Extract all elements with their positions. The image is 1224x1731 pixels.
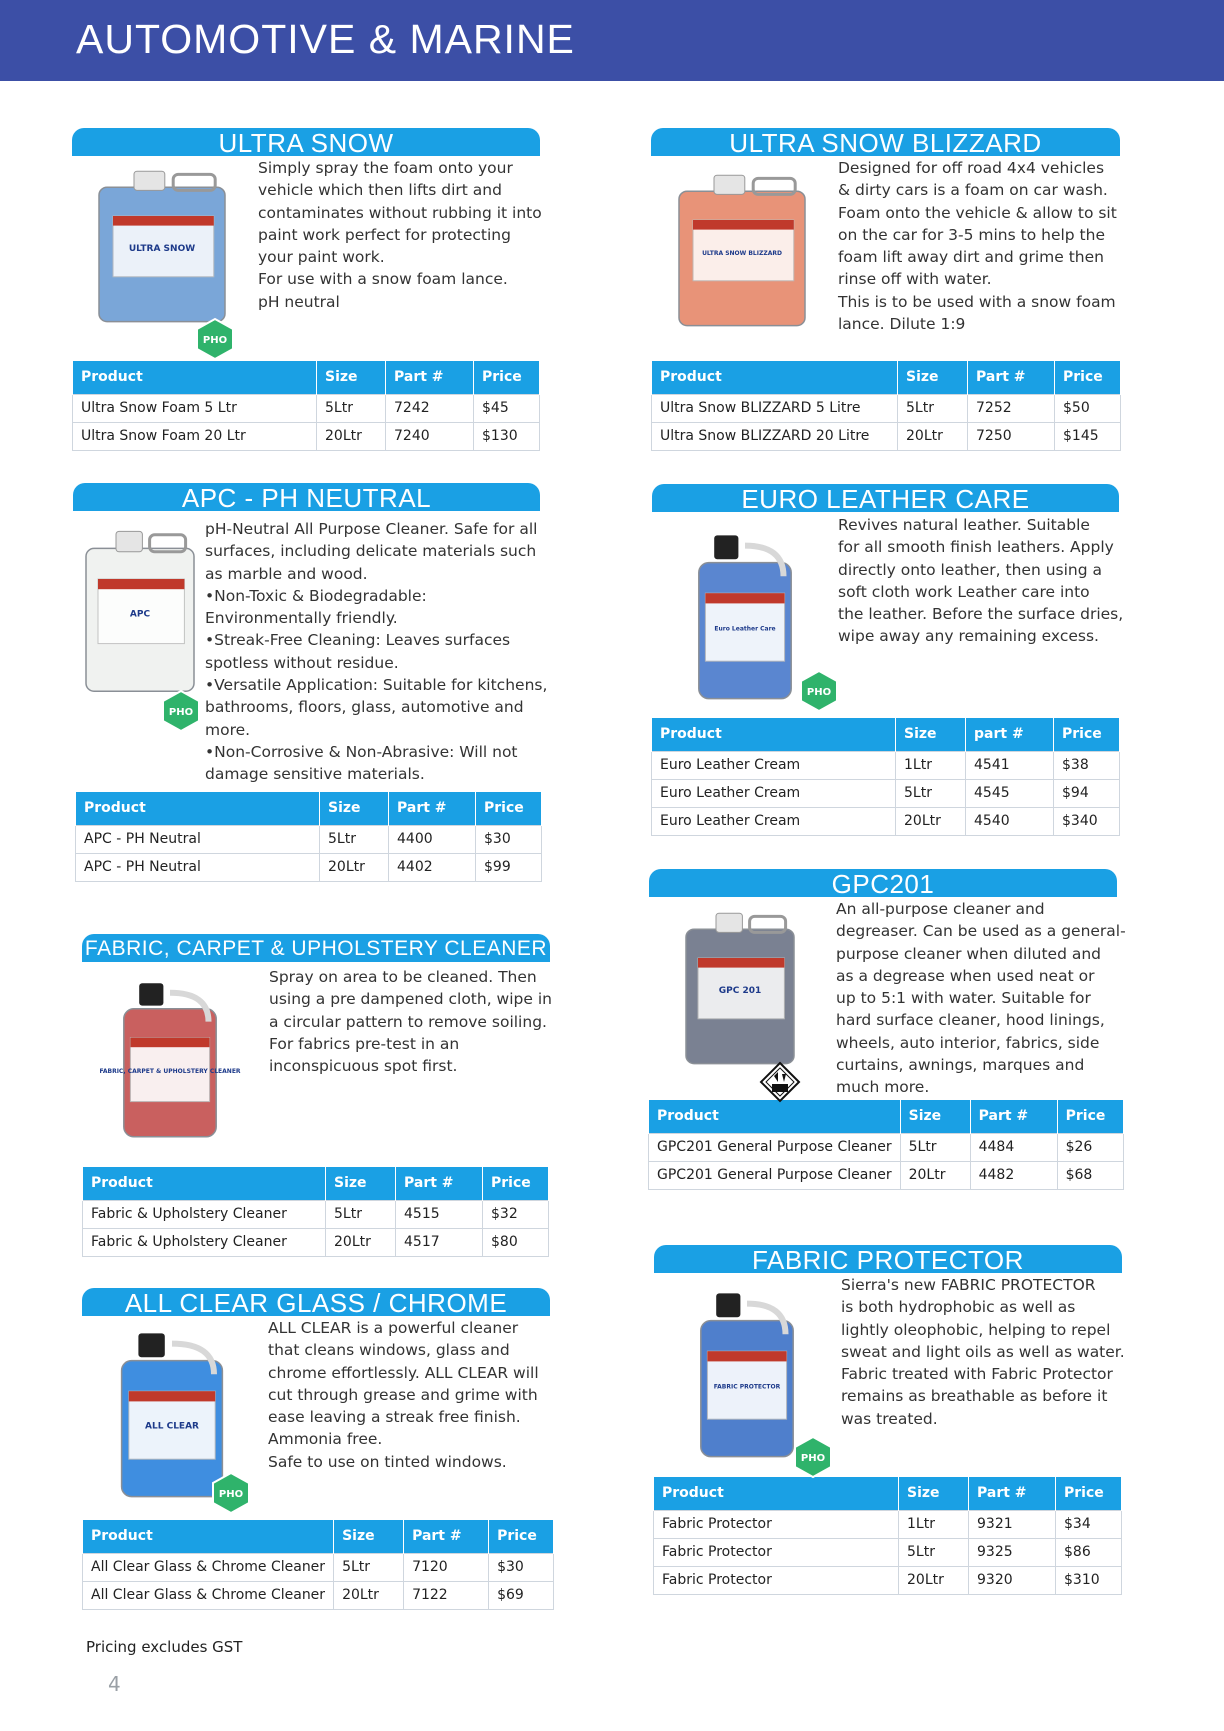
product-label: FABRIC, CARPET & UPHOLSTERY CLEANER: [99, 1067, 241, 1075]
section-title: ULTRA SNOW BLIZZARD: [651, 128, 1120, 156]
description-line: Safe to use on tinted windows.: [268, 1452, 507, 1471]
table-cell: 5Ltr: [334, 1553, 404, 1581]
price-table: [651, 718, 1120, 836]
product-label: Euro Leather Care: [714, 625, 776, 633]
product-description: [258, 157, 542, 313]
table-cell: 20Ltr: [317, 422, 386, 450]
column-header: Size: [326, 1167, 396, 1200]
table-cell: 7240: [386, 422, 474, 450]
column-header: Part #: [969, 1477, 1056, 1510]
product-description: [838, 514, 1123, 648]
description-line: for all smooth finish leathers. Apply: [838, 538, 1114, 557]
table-row: [654, 1510, 1122, 1538]
price-table: [82, 1520, 554, 1610]
price-table: [653, 1477, 1122, 1595]
column-header: Part #: [396, 1167, 483, 1200]
price-table: [82, 1167, 549, 1257]
table-cell: GPC201 General Purpose Cleaner: [649, 1133, 901, 1161]
table-header-row: [83, 1520, 554, 1553]
badge-text: PHO: [168, 707, 194, 718]
bottle-icon: [99, 980, 241, 1140]
column-header: Part #: [389, 792, 476, 825]
table-cell: Euro Leather Cream: [652, 779, 896, 807]
table-cell: GPC201 General Purpose Cleaner: [649, 1161, 901, 1189]
page-header: [0, 0, 1224, 81]
description-line: directly onto leather, then using a: [838, 560, 1102, 579]
column-header: Product: [652, 718, 896, 751]
description-line: purpose cleaner when diluted and: [836, 944, 1102, 963]
product-description: [836, 898, 1126, 1099]
table-cell: $38: [1054, 751, 1120, 779]
table-cell: Fabric Protector: [654, 1566, 899, 1594]
table-cell: $145: [1055, 422, 1121, 450]
table-row: [652, 779, 1120, 807]
description-line: wipe away any remaining excess.: [838, 627, 1099, 646]
description-line: •Versatile Application: Suitable for kitchens,: [205, 676, 548, 695]
description-line: •Non-Toxic & Biodegradable:: [205, 586, 427, 605]
description-line: hard surface cleaner, hood linings,: [836, 1011, 1105, 1030]
product-image-bottle: [99, 980, 241, 1140]
description-line: Simply spray the foam onto your: [258, 159, 513, 177]
product-label: ULTRA SNOW BLIZZARD: [702, 250, 782, 258]
table-cell: 20Ltr: [326, 1228, 396, 1256]
product-image-jerry-can: [672, 172, 812, 332]
table-header-row: [83, 1167, 549, 1200]
ph-neutral-badge-icon: [160, 690, 202, 736]
column-header: Product: [83, 1167, 326, 1200]
product-label: APC: [129, 609, 151, 620]
table-header-row: [649, 1100, 1124, 1133]
table-cell: 7250: [968, 422, 1055, 450]
description-line: surfaces, including delicate materials such: [205, 542, 537, 561]
table-cell: $310: [1056, 1566, 1122, 1594]
table-row: [652, 394, 1121, 422]
product-description: [269, 966, 552, 1077]
bottle-icon: [690, 532, 800, 702]
table-cell: 5Ltr: [898, 394, 968, 422]
table-cell: 9320: [969, 1566, 1056, 1594]
jerry-can-icon: [92, 168, 232, 328]
column-header: Size: [320, 792, 389, 825]
table-cell: $30: [476, 825, 542, 853]
table-cell: 5Ltr: [899, 1538, 969, 1566]
description-line: is both hydrophobic as well as: [841, 1298, 1076, 1317]
table-cell: 4402: [389, 853, 476, 881]
table-cell: All Clear Glass & Chrome Cleaner: [83, 1553, 334, 1581]
description-line: your paint work.: [258, 248, 385, 267]
table-cell: $94: [1054, 779, 1120, 807]
description-line: soft cloth work Leather care into: [838, 582, 1090, 601]
description-line: Foam onto the vehicle & allow to sit: [838, 203, 1117, 222]
description-line: lightly oleophobic, helping to repel: [841, 1320, 1111, 1339]
table-cell: Ultra Snow BLIZZARD 20 Litre: [652, 422, 898, 450]
ph-neutral-badge-icon: [792, 1436, 834, 1482]
table-row: [649, 1133, 1124, 1161]
column-header: Price: [474, 361, 540, 394]
table-row: [83, 1228, 549, 1256]
description-line: as marble and wood.: [205, 564, 368, 583]
table-cell: 5Ltr: [320, 825, 389, 853]
table-cell: Fabric & Upholstery Cleaner: [83, 1200, 326, 1228]
table-cell: Ultra Snow BLIZZARD 5 Litre: [652, 394, 898, 422]
table-cell: 20Ltr: [899, 1566, 969, 1594]
column-header: Size: [317, 361, 386, 394]
description-line: wheels, auto interior, fabrics, side: [836, 1033, 1100, 1052]
description-line: rinse off with water.: [838, 270, 992, 289]
section-title: FABRIC, CARPET & UPHOLSTERY CLEANER: [82, 934, 550, 962]
description-line: ALL CLEAR is a powerful cleaner: [268, 1319, 519, 1337]
table-header-row: [73, 361, 540, 394]
table-cell: Ultra Snow Foam 5 Ltr: [73, 394, 317, 422]
product-label: FABRIC PROTECTOR: [713, 1383, 781, 1391]
table-row: [652, 422, 1121, 450]
column-header: Size: [896, 718, 966, 751]
column-header: Price: [1055, 361, 1121, 394]
description-line: inconspicuous spot first.: [269, 1057, 458, 1076]
table-cell: $69: [489, 1581, 554, 1609]
table-cell: $50: [1055, 394, 1121, 422]
table-cell: $32: [483, 1200, 549, 1228]
product-image-bottle: [690, 532, 800, 702]
product-description: [841, 1274, 1125, 1430]
description-line: cut through grease and grime with: [268, 1385, 538, 1404]
description-line: up to 5:1 with water. Suitable for: [836, 989, 1091, 1008]
table-cell: $26: [1057, 1133, 1123, 1161]
description-line: lance. Dilute 1:9: [838, 315, 966, 334]
table-cell: Fabric Protector: [654, 1510, 899, 1538]
jerry-can-icon: [680, 910, 800, 1070]
description-line: pH neutral: [258, 292, 340, 311]
column-header: Part #: [968, 361, 1055, 394]
table-cell: 7120: [404, 1553, 489, 1581]
description-line: ease leaving a streak free finish.: [268, 1408, 521, 1427]
table-cell: Euro Leather Cream: [652, 807, 896, 835]
table-cell: 5Ltr: [317, 394, 386, 422]
table-header-row: [652, 361, 1121, 394]
badge-text: PHO: [800, 1453, 826, 1464]
description-line: Spray on area to be cleaned. Then: [269, 968, 537, 986]
table-cell: 7122: [404, 1581, 489, 1609]
table-row: [652, 807, 1120, 835]
column-header: Part #: [386, 361, 474, 394]
column-header: Size: [900, 1100, 970, 1133]
description-line: •Streak-Free Cleaning: Leaves surfaces: [205, 631, 511, 650]
table-cell: $99: [476, 853, 542, 881]
table-cell: 9321: [969, 1510, 1056, 1538]
column-header: Size: [898, 361, 968, 394]
table-cell: 5Ltr: [900, 1133, 970, 1161]
table-row: [649, 1161, 1124, 1189]
description-line: damage sensitive materials.: [205, 765, 425, 784]
description-line: •Non-Corrosive & Non-Abrasive: Will not: [205, 742, 518, 761]
table-cell: 4517: [396, 1228, 483, 1256]
ph-neutral-badge-icon: [798, 670, 840, 716]
table-cell: APC - PH Neutral: [76, 853, 320, 881]
table-cell: $340: [1054, 807, 1120, 835]
table-cell: 20Ltr: [900, 1161, 970, 1189]
ph-neutral-badge-icon: [194, 318, 236, 364]
jerry-can-icon: [80, 528, 200, 698]
column-header: Part #: [970, 1100, 1057, 1133]
table-row: [76, 825, 542, 853]
bottle-icon: [692, 1290, 802, 1460]
table-cell: 1Ltr: [896, 751, 966, 779]
table-cell: 4515: [396, 1200, 483, 1228]
description-line: Designed for off road 4x4 vehicles: [838, 159, 1105, 177]
table-header-row: [654, 1477, 1122, 1510]
price-table: [651, 361, 1121, 451]
description-line: foam lift away dirt and grime then: [838, 248, 1104, 267]
column-header: Product: [73, 361, 317, 394]
product-description: [205, 518, 547, 786]
table-header-row: [76, 792, 542, 825]
table-cell: All Clear Glass & Chrome Cleaner: [83, 1581, 334, 1609]
table-cell: $130: [474, 422, 540, 450]
page-title: AUTOMOTIVE & MARINE: [76, 16, 575, 62]
description-line: spotless without residue.: [205, 653, 399, 672]
table-row: [83, 1200, 549, 1228]
table-cell: 4541: [966, 751, 1054, 779]
table-cell: $30: [489, 1553, 554, 1581]
description-line: Revives natural leather. Suitable: [838, 516, 1090, 534]
description-line: For use with a snow foam lance.: [258, 270, 508, 289]
description-line: pH-Neutral All Purpose Cleaner. Safe for all: [205, 520, 538, 538]
pricing-note: Pricing excludes GST: [86, 1638, 243, 1656]
corrosive-hazard-icon: [760, 1062, 800, 1102]
table-row: [654, 1538, 1122, 1566]
price-table: [75, 792, 542, 882]
table-cell: APC - PH Neutral: [76, 825, 320, 853]
description-line: For fabrics pre-test in an: [269, 1034, 460, 1053]
description-line: sweat and light oils as well as water.: [841, 1342, 1125, 1361]
description-line: curtains, awnings, marques and: [836, 1056, 1085, 1075]
column-header: Price: [1054, 718, 1120, 751]
section-title: ALL CLEAR GLASS / CHROME: [82, 1288, 550, 1316]
description-line: using a pre dampened cloth, wipe in: [269, 990, 552, 1009]
table-cell: 20Ltr: [896, 807, 966, 835]
table-cell: 20Ltr: [898, 422, 968, 450]
description-line: & dirty cars is a foam on car wash.: [838, 181, 1108, 200]
product-image-jerry-can: [92, 168, 232, 328]
column-header: Price: [483, 1167, 549, 1200]
description-line: Fabric treated with Fabric Protector: [841, 1365, 1113, 1384]
table-cell: 1Ltr: [899, 1510, 969, 1538]
column-header: Product: [654, 1477, 899, 1510]
column-header: Price: [1057, 1100, 1123, 1133]
page-number: 4: [108, 1672, 121, 1696]
description-line: bathrooms, floors, glass, automotive and: [205, 698, 524, 717]
section-title: APC - PH NEUTRAL: [73, 483, 540, 511]
column-header: part #: [966, 718, 1054, 751]
table-row: [652, 751, 1120, 779]
table-cell: $45: [474, 394, 540, 422]
table-cell: 4540: [966, 807, 1054, 835]
table-cell: 7252: [968, 394, 1055, 422]
badge-text: PHO: [202, 335, 228, 346]
jerry-can-icon: [672, 172, 812, 332]
description-line: contaminates without rubbing it into: [258, 203, 542, 222]
table-cell: Fabric Protector: [654, 1538, 899, 1566]
table-cell: 4484: [970, 1133, 1057, 1161]
column-header: Product: [649, 1100, 901, 1133]
table-row: [73, 394, 540, 422]
description-line: a circular pattern to remove soiling.: [269, 1012, 547, 1031]
table-cell: $68: [1057, 1161, 1123, 1189]
table-row: [83, 1553, 554, 1581]
table-row: [83, 1581, 554, 1609]
description-line: Sierra's new FABRIC PROTECTOR: [841, 1276, 1096, 1294]
description-line: that cleans windows, glass and: [268, 1341, 510, 1360]
product-image-bottle: [692, 1290, 802, 1460]
table-cell: 5Ltr: [326, 1200, 396, 1228]
description-line: An all-purpose cleaner and: [836, 900, 1045, 918]
table-cell: $86: [1056, 1538, 1122, 1566]
column-header: Product: [652, 361, 898, 394]
description-line: remains as breathable as before it: [841, 1387, 1108, 1406]
table-cell: 5Ltr: [896, 779, 966, 807]
table-cell: Fabric & Upholstery Cleaner: [83, 1228, 326, 1256]
table-header-row: [652, 718, 1120, 751]
table-cell: 4545: [966, 779, 1054, 807]
column-header: Price: [476, 792, 542, 825]
section-title: GPC201: [649, 869, 1117, 897]
product-label: GPC 201: [718, 986, 762, 997]
section-title: ULTRA SNOW: [72, 128, 540, 156]
table-cell: Euro Leather Cream: [652, 751, 896, 779]
description-line: much more.: [836, 1078, 930, 1097]
description-line: as a degrease when used neat or: [836, 966, 1095, 985]
product-description: [268, 1317, 539, 1473]
description-line: Environmentally friendly.: [205, 609, 398, 628]
product-label: ALL CLEAR: [145, 1421, 199, 1432]
price-table: [648, 1100, 1124, 1190]
column-header: Size: [334, 1520, 404, 1553]
table-cell: 9325: [969, 1538, 1056, 1566]
column-header: Price: [1056, 1477, 1122, 1510]
badge-text: PHO: [218, 1489, 244, 1500]
column-header: Size: [899, 1477, 969, 1510]
badge-text: PHO: [806, 687, 832, 698]
description-line: on the car for 3-5 mins to help the: [838, 225, 1105, 244]
description-line: degreaser. Can be used as a general-: [836, 922, 1126, 941]
description-line: more.: [205, 720, 251, 739]
column-header: Product: [76, 792, 320, 825]
table-cell: 20Ltr: [334, 1581, 404, 1609]
ph-neutral-badge-icon: [210, 1472, 252, 1518]
table-cell: $34: [1056, 1510, 1122, 1538]
description-line: was treated.: [841, 1409, 938, 1428]
column-header: Price: [489, 1520, 554, 1553]
table-row: [76, 853, 542, 881]
price-table: [72, 361, 540, 451]
product-description: [838, 157, 1117, 335]
table-cell: 4482: [970, 1161, 1057, 1189]
table-row: [73, 422, 540, 450]
description-line: chrome effortlessly. ALL CLEAR will: [268, 1363, 539, 1382]
column-header: Product: [83, 1520, 334, 1553]
table-cell: 7242: [386, 394, 474, 422]
table-cell: 4400: [389, 825, 476, 853]
description-line: vehicle which then lifts dirt and: [258, 181, 502, 200]
product-image-jerry-can: [80, 528, 200, 698]
column-header: Part #: [404, 1520, 489, 1553]
product-image-jerry-can: [680, 910, 800, 1070]
table-row: [654, 1566, 1122, 1594]
table-cell: $80: [483, 1228, 549, 1256]
table-cell: 20Ltr: [320, 853, 389, 881]
description-line: paint work perfect for protecting: [258, 225, 511, 244]
section-title: EURO LEATHER CARE: [652, 484, 1119, 512]
section-title: FABRIC PROTECTOR: [654, 1245, 1122, 1273]
product-label: ULTRA SNOW: [128, 244, 196, 255]
description-line: This is to be used with a snow foam: [838, 292, 1116, 311]
description-line: Ammonia free.: [268, 1430, 383, 1449]
table-cell: Ultra Snow Foam 20 Ltr: [73, 422, 317, 450]
description-line: the leather. Before the surface dries,: [838, 605, 1124, 624]
